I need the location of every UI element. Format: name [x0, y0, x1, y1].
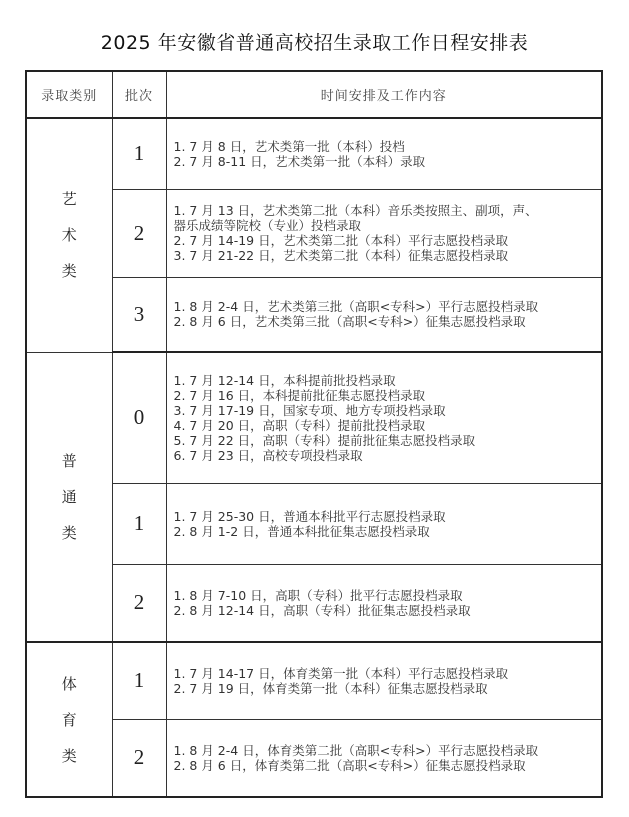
category-cell-art — [26, 118, 112, 352]
batch-cell: 2 — [112, 189, 166, 277]
category-char: 类 — [61, 262, 77, 281]
category-char: 类 — [61, 523, 77, 542]
schedule-item: 1. 7 月 12-14 日，本科提前批投档录取 — [173, 372, 396, 388]
batch-cell: 1 — [112, 642, 166, 719]
category-char: 类 — [61, 746, 77, 765]
schedule-item: 1. 7 月 13 日，艺术类第二批（本科）音乐类按照主、副项，声、 — [173, 203, 538, 218]
header-category: 录取类别 — [26, 71, 112, 118]
schedule-item: 3. 7 月 17-19 日，国家专项、地方专项投档录取 — [173, 402, 446, 418]
schedule-item: 5. 7 月 22 日，高职（专科）提前批征集志愿投档录取 — [173, 432, 476, 448]
table-row — [26, 189, 602, 277]
category-char: 普 — [61, 451, 77, 470]
content-cell — [166, 189, 602, 277]
schedule-item: 3. 7 月 21-22 日，艺术类第二批（本科）征集志愿投档录取 — [173, 248, 509, 263]
schedule-item: 2. 7 月 16 日，本科提前批征集志愿投档录取 — [173, 387, 426, 403]
schedule-item: 1. 7 月 8 日，艺术类第一批（本科）投档 — [173, 138, 405, 154]
content-cell — [166, 118, 602, 189]
category-char: 育 — [61, 710, 77, 729]
content-cell — [166, 719, 602, 797]
schedule-item: 1. 8 月 2-4 日，体育类第二批（高职<专科>）平行志愿投档录取 — [173, 742, 539, 758]
batch-cell: 0 — [112, 352, 166, 483]
table-row — [26, 118, 602, 189]
schedule-item-continuation: 器乐成绩等院校（专业）投档录取 — [173, 218, 362, 233]
table-row — [26, 352, 602, 483]
table-row — [26, 564, 602, 642]
table-header-row — [26, 71, 602, 118]
schedule-item: 2. 8 月 6 日，艺术类第三批（高职<专科>）征集志愿投档录取 — [173, 314, 526, 330]
schedule-item: 1. 7 月 25-30 日，普通本科批平行志愿投档录取 — [173, 508, 446, 524]
table-row — [26, 277, 602, 352]
content-cell — [166, 483, 602, 564]
content-cell — [166, 277, 602, 352]
table-row — [26, 719, 602, 797]
category-char: 艺 — [61, 190, 77, 209]
header-batch: 批次 — [112, 71, 166, 118]
header-content: 时间安排及工作内容 — [166, 71, 602, 118]
category-char: 通 — [61, 487, 77, 506]
category-cell-general — [26, 352, 112, 642]
schedule-item: 2. 8 月 1-2 日，普通本科批征集志愿投档录取 — [173, 523, 430, 539]
batch-cell: 1 — [112, 118, 166, 189]
schedule-item: 1. 7 月 14-17 日，体育类第一批（本科）平行志愿投档录取 — [173, 665, 509, 681]
schedule-table — [25, 70, 603, 798]
schedule-item: 2. 7 月 14-19 日，艺术类第二批（本科）平行志愿投档录取 — [173, 233, 509, 248]
category-cell-sports — [26, 642, 112, 797]
schedule-item: 2. 8 月 12-14 日，高职（专科）批征集志愿投档录取 — [173, 602, 471, 618]
content-cell — [166, 642, 602, 719]
schedule-item: 2. 7 月 19 日，体育类第一批（本科）征集志愿投档录取 — [173, 680, 488, 696]
batch-cell: 2 — [112, 564, 166, 642]
schedule-item: 4. 7 月 20 日，高职（专科）提前批投档录取 — [173, 417, 426, 433]
content-cell — [166, 564, 602, 642]
batch-cell: 2 — [112, 719, 166, 797]
schedule-item: 2. 7 月 8-11 日，艺术类第一批（本科）录取 — [173, 153, 426, 169]
schedule-item: 6. 7 月 23 日，高校专项投档录取 — [173, 447, 363, 463]
schedule-item: 1. 8 月 7-10 日，高职（专科）批平行志愿投档录取 — [173, 587, 463, 603]
category-char: 术 — [61, 226, 77, 245]
page-title: 2025 年安徽省普通高校招生录取工作日程安排表 — [100, 32, 529, 54]
batch-cell: 1 — [112, 483, 166, 564]
table-row — [26, 483, 602, 564]
schedule-item: 2. 8 月 6 日，体育类第二批（高职<专科>）征集志愿投档录取 — [173, 757, 526, 773]
content-cell — [166, 352, 602, 483]
category-char: 体 — [61, 674, 77, 693]
batch-cell: 3 — [112, 277, 166, 352]
table-row — [26, 642, 602, 719]
schedule-item: 1. 8 月 2-4 日，艺术类第三批（高职<专科>）平行志愿投档录取 — [173, 299, 539, 315]
